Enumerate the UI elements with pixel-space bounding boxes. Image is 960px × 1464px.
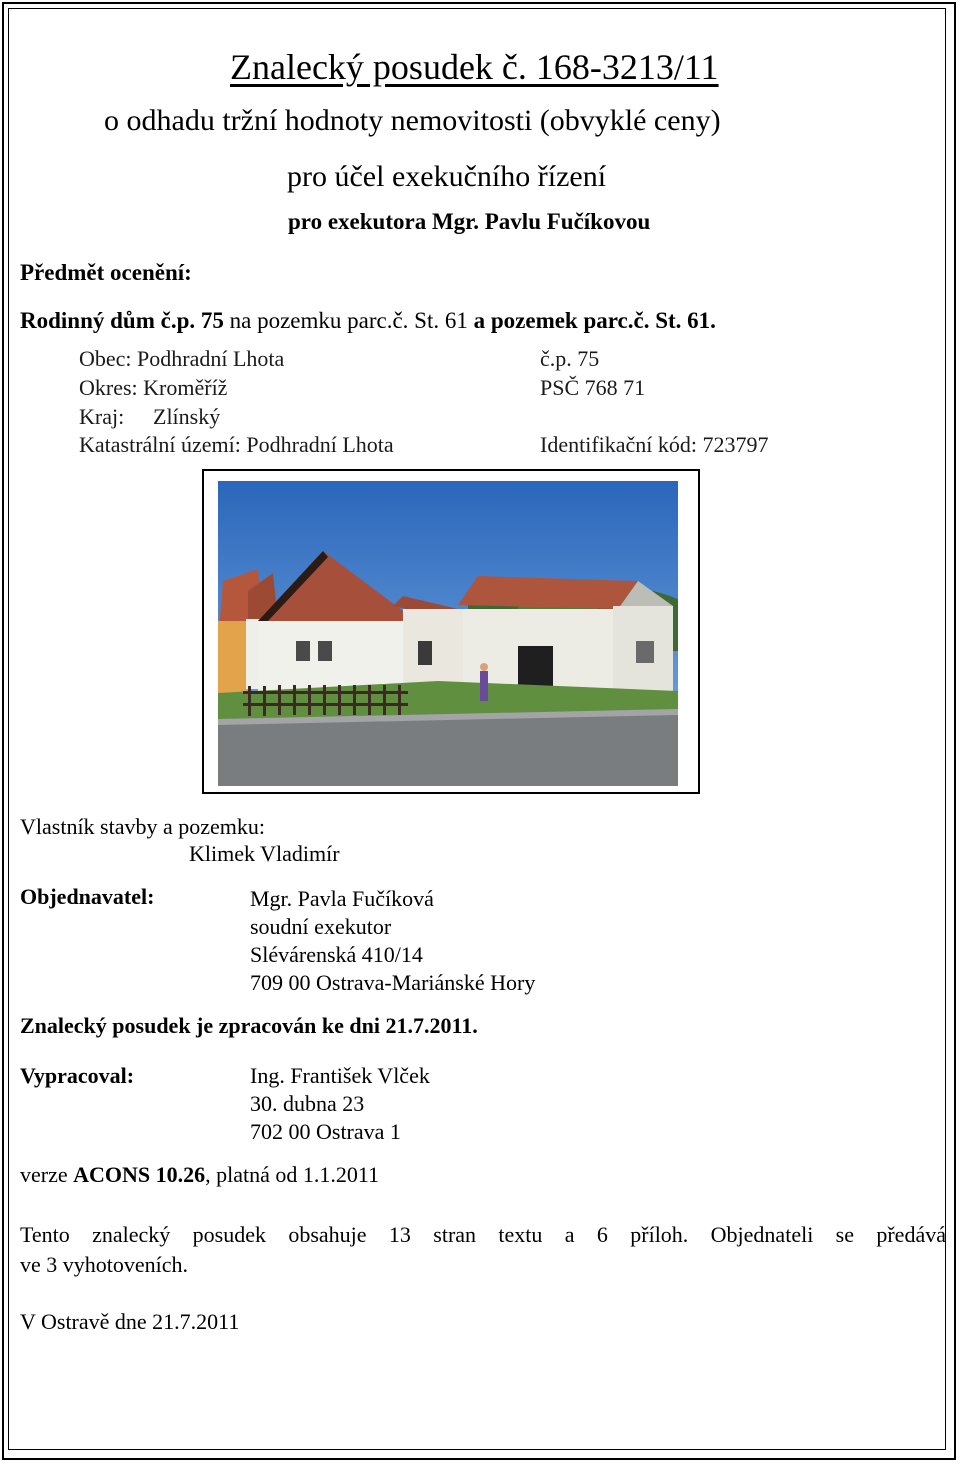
subtitle-recipient: pro exekutora Mgr. Pavlu Fučíkovou [288, 209, 651, 234]
subtitle-procedure: pro účel exekučního řízení [287, 160, 607, 193]
owner-label: Vlastník stavby a pozemku: [20, 814, 266, 839]
client-name: Mgr. Pavla Fučíková [250, 886, 434, 911]
location-region-value: Zlínský [153, 404, 221, 429]
content-note-word: 6 [596, 1222, 608, 1247]
content-note-word: se [835, 1222, 854, 1247]
content-note-word: předává [876, 1222, 946, 1247]
content-note-word: Tento [20, 1222, 70, 1247]
author-label: Vypracoval: [20, 1063, 135, 1088]
subject-label: Předmět ocenění: [20, 260, 192, 285]
content-note-line-2: ve 3 vyhotoveních. [20, 1252, 189, 1277]
place-and-date: V Ostravě dne 21.7.2011 [20, 1309, 240, 1334]
content-note [20, 1220, 946, 1280]
content-note-word: příloh. [630, 1222, 689, 1247]
location-house-number: č.p. 75 [540, 346, 600, 371]
property-photo [218, 481, 678, 786]
location-region-label: Kraj: [79, 404, 125, 429]
location-municipality: Obec: Podhradní Lhota [79, 346, 285, 371]
subject-description [20, 308, 716, 334]
author-street: 30. dubna 23 [250, 1091, 365, 1116]
content-note-word: 13 [388, 1222, 411, 1247]
location-identification-code: Identifikační kód: 723797 [540, 432, 769, 457]
content-note-word: obsahuje [288, 1222, 367, 1247]
client-street: Slévárenská 410/14 [250, 942, 423, 967]
content-note-word: a [564, 1222, 575, 1247]
version-prefix: verze [20, 1162, 74, 1187]
location-cadastral-area: Katastrální území: Podhradní Lhota [79, 432, 394, 457]
location-district: Okres: Kroměříž [79, 375, 228, 400]
subject-house: Rodinný dům č.p. 75 [20, 308, 224, 333]
content-note-line-1 [20, 1220, 946, 1250]
client-role: soudní exekutor [250, 914, 392, 939]
document-title: Znalecký posudek č. 168-3213/11 [230, 47, 719, 87]
content-note-word: stran [433, 1222, 477, 1247]
date-statement: Znalecký posudek je zpracován ke dni 21.7.2011. [20, 1013, 478, 1038]
content-note-word: Objednateli [710, 1222, 814, 1247]
content-note-word: znalecký [92, 1222, 171, 1247]
client-city: 709 00 Ostrava-Mariánské Hory [250, 970, 536, 995]
subject-parcel: na pozemku parc.č. St. 61 [223, 308, 474, 333]
content-note-word: textu [498, 1222, 543, 1247]
location-postcode: PSČ 768 71 [540, 375, 646, 400]
property-photo-frame [202, 469, 700, 794]
subtitle-purpose: o odhadu tržní hodnoty nemovitosti (obvyklé ceny) [104, 104, 721, 137]
software-version [20, 1162, 379, 1188]
client-label: Objednavatel: [20, 884, 155, 909]
author-name: Ing. František Vlček [250, 1063, 430, 1088]
version-suffix: , platná od 1.1.2011 [205, 1162, 380, 1187]
subject-land: a pozemek parc.č. St. 61. [473, 308, 716, 333]
content-note-word: posudek [192, 1222, 266, 1247]
owner-name: Klimek Vladimír [189, 841, 340, 866]
version-name: ACONS 10.26 [73, 1162, 206, 1187]
author-city: 702 00 Ostrava 1 [250, 1119, 401, 1144]
